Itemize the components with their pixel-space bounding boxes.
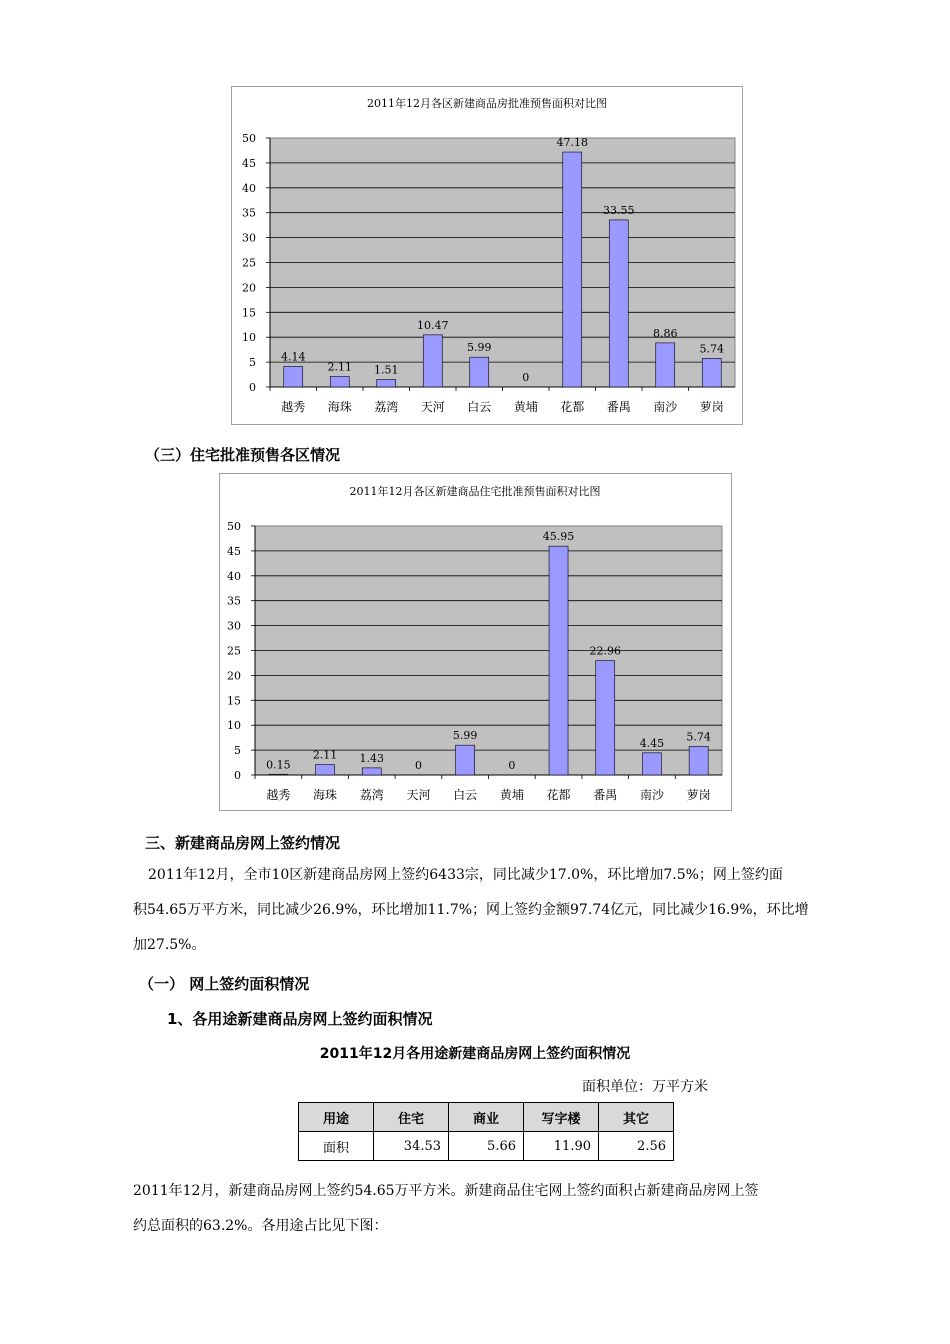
data-label: 0 xyxy=(508,759,516,772)
data-label: 0.15 xyxy=(266,758,291,772)
y-tick-label: 20 xyxy=(227,669,241,683)
paragraph-line: 加27.5%。 xyxy=(133,937,206,953)
data-label: 10.47 xyxy=(417,318,449,332)
x-tick-label: 番禺 xyxy=(593,788,618,802)
table-row xyxy=(299,1132,674,1161)
x-tick-label: 越秀 xyxy=(266,788,291,802)
y-tick-label: 5 xyxy=(249,356,256,370)
table-cell: 2.56 xyxy=(599,1132,674,1161)
x-tick-label: 白云 xyxy=(467,400,492,414)
data-label: 0 xyxy=(522,371,530,384)
x-tick-label: 海珠 xyxy=(327,400,352,414)
chart1-svg xyxy=(232,87,742,424)
bar xyxy=(596,661,615,775)
bar xyxy=(456,745,475,775)
bar xyxy=(269,774,288,775)
x-tick-label: 番禺 xyxy=(606,400,631,414)
bar xyxy=(689,746,708,775)
usage-area-table xyxy=(298,1102,674,1161)
paragraph-line: 2011年12月，全市10区新建商品房网上签约6433宗，同比减少17.0%，环比增加7.5%；网上签约面 xyxy=(148,867,783,883)
paragraph-online-signing-summary xyxy=(133,858,849,963)
x-tick-label: 海珠 xyxy=(313,788,338,802)
x-tick-label: 天河 xyxy=(406,788,431,802)
data-label: 2.11 xyxy=(327,360,352,374)
paragraph-line: 积54.65万平方米，同比减少26.9%，环比增加11.7%；网上签约金额97.74亿元，同比减少16.9%，环比增 xyxy=(133,902,809,918)
x-tick-label: 荔湾 xyxy=(374,400,399,414)
x-tick-label: 南沙 xyxy=(639,788,664,802)
data-label: 33.55 xyxy=(603,203,635,217)
y-tick-label: 45 xyxy=(227,544,241,558)
chart-presale-area-by-district xyxy=(231,86,743,425)
x-tick-label: 萝岗 xyxy=(699,400,724,414)
x-tick-label: 萝岗 xyxy=(686,788,711,802)
bar xyxy=(362,768,381,775)
section3-title: 三、新建商品房网上签约情况 xyxy=(145,834,341,852)
data-label: 1.43 xyxy=(359,751,384,765)
table-cell: 11.90 xyxy=(524,1132,599,1161)
y-tick-label: 25 xyxy=(227,644,241,658)
y-tick-label: 10 xyxy=(242,331,256,345)
table-title: 2011年12月各用途新建商品房网上签约面积情况 xyxy=(319,1046,631,1062)
table-header-cell: 住宅 xyxy=(374,1103,449,1132)
data-label: 47.18 xyxy=(556,136,588,150)
data-label: 5.74 xyxy=(686,730,711,744)
y-tick-label: 50 xyxy=(227,520,241,533)
table-unit: 面积单位：万平方米 xyxy=(582,1079,708,1095)
paragraph-line: 约总面积的63.2%。各用途占比见下图： xyxy=(133,1218,388,1234)
subsection-usage-area: 1、各用途新建商品房网上签约面积情况 xyxy=(167,1010,433,1028)
x-tick-label: 花都 xyxy=(546,788,571,802)
bar xyxy=(423,335,442,387)
x-tick-label: 黄埔 xyxy=(513,400,538,414)
data-label: 5.74 xyxy=(699,342,724,356)
table-cell: 5.66 xyxy=(449,1132,524,1161)
bar xyxy=(702,358,721,387)
y-tick-label: 30 xyxy=(227,619,241,633)
data-label: 5.99 xyxy=(467,341,492,355)
table-header-row xyxy=(299,1103,674,1132)
y-tick-label: 15 xyxy=(227,694,241,708)
y-tick-label: 5 xyxy=(234,744,241,758)
table-header-cell: 商业 xyxy=(449,1103,524,1132)
data-label: 1.51 xyxy=(374,363,399,377)
y-tick-label: 0 xyxy=(249,381,256,394)
paragraph-line: 2011年12月，新建商品房网上签约54.65万平方米。新建商品住宅网上签约面积占新建商品房网上签 xyxy=(133,1183,759,1199)
y-tick-label: 35 xyxy=(242,206,256,220)
bar xyxy=(642,753,661,775)
x-tick-label: 花都 xyxy=(560,400,585,414)
y-tick-label: 35 xyxy=(227,594,241,608)
table-row-label: 面积 xyxy=(299,1132,374,1161)
bar xyxy=(284,366,303,387)
data-label: 4.45 xyxy=(639,736,665,750)
x-tick-label: 越秀 xyxy=(281,400,306,414)
bar xyxy=(330,376,349,387)
y-tick-label: 10 xyxy=(227,719,241,733)
data-label: 8.86 xyxy=(653,326,678,340)
y-tick-label: 30 xyxy=(242,231,256,245)
table-header-cell: 写字楼 xyxy=(524,1103,599,1132)
data-label: 4.14 xyxy=(281,350,306,364)
paragraph-usage-share xyxy=(133,1174,849,1244)
bar xyxy=(609,220,628,387)
table-header-cell: 用途 xyxy=(299,1103,374,1132)
x-tick-label: 南沙 xyxy=(653,400,678,414)
chart-residential-presale-by-district xyxy=(219,473,732,811)
bar xyxy=(470,357,489,387)
data-label: 22.96 xyxy=(589,644,621,658)
y-tick-label: 50 xyxy=(242,132,256,145)
x-tick-label: 荔湾 xyxy=(359,788,384,802)
y-tick-label: 20 xyxy=(242,281,256,295)
y-tick-label: 15 xyxy=(242,306,256,320)
y-tick-label: 25 xyxy=(242,256,256,270)
chart2-svg xyxy=(220,474,731,810)
bar xyxy=(656,343,675,387)
y-tick-label: 40 xyxy=(227,569,241,583)
y-tick-label: 40 xyxy=(242,181,256,195)
x-tick-label: 白云 xyxy=(453,788,478,802)
bar xyxy=(563,152,582,387)
chart-title: 2011年12月各区新建商品房批准预售面积对比图 xyxy=(367,97,607,110)
table-cell: 34.53 xyxy=(374,1132,449,1161)
bar xyxy=(316,764,335,775)
x-tick-label: 天河 xyxy=(420,400,445,414)
y-tick-label: 0 xyxy=(234,769,241,782)
chart-title: 2011年12月各区新建商品住宅批准预售面积对比图 xyxy=(349,485,601,498)
y-tick-label: 45 xyxy=(242,156,256,170)
table-header-cell: 其它 xyxy=(599,1103,674,1132)
data-label: 0 xyxy=(414,759,422,772)
subsection-online-signing-area: （一） 网上签约面积情况 xyxy=(139,975,310,993)
x-tick-label: 黄埔 xyxy=(499,788,524,802)
data-label: 45.95 xyxy=(542,530,575,544)
data-label: 2.11 xyxy=(312,748,338,762)
data-label: 5.99 xyxy=(452,729,478,743)
bar xyxy=(549,546,568,775)
bar xyxy=(377,379,396,387)
heading-residential-presale: （三）住宅批准预售各区情况 xyxy=(145,446,341,464)
